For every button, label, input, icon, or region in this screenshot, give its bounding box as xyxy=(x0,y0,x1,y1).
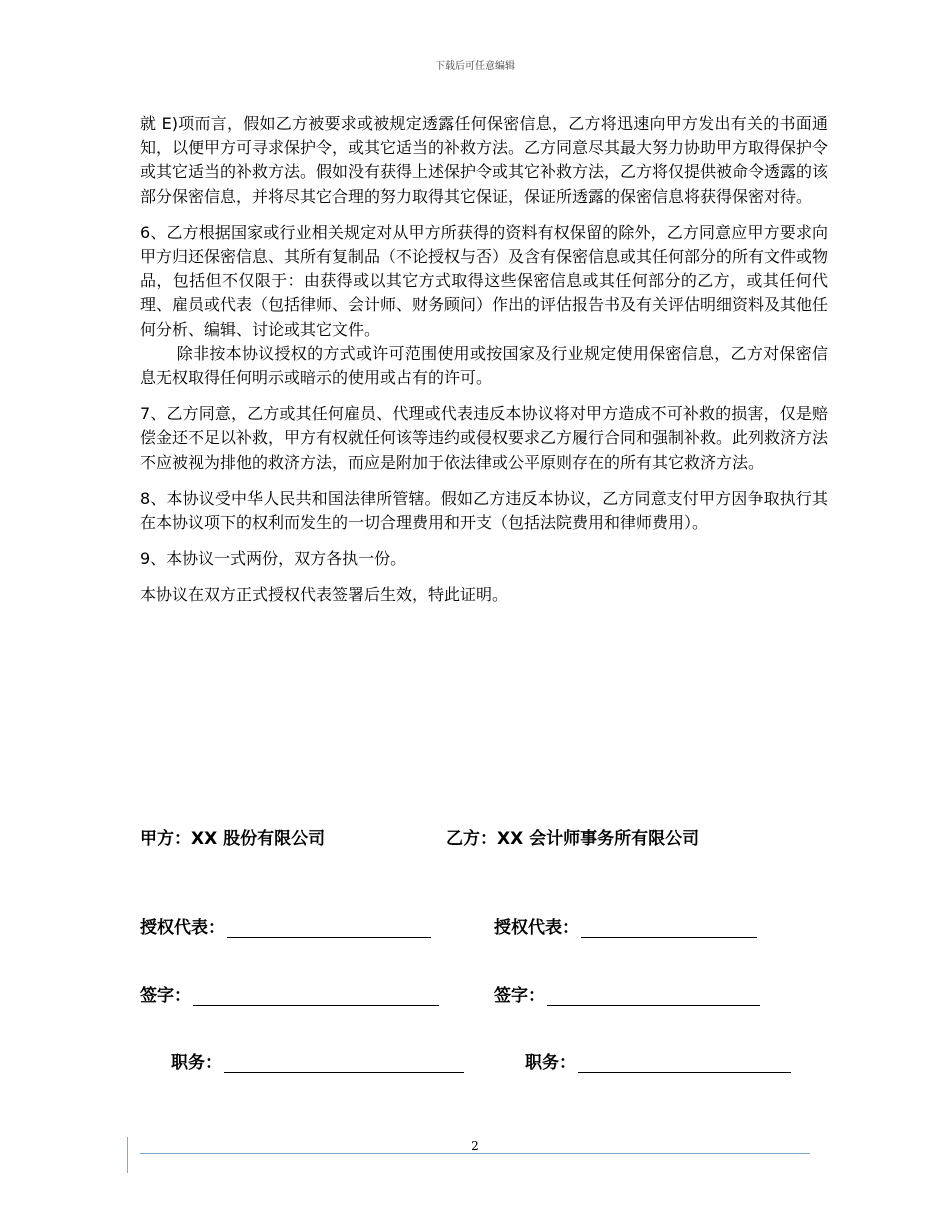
party-a-authorized-rep-line[interactable] xyxy=(227,919,431,938)
agreement-body xyxy=(140,112,828,620)
party-b-authorized-rep xyxy=(494,913,757,938)
paragraph-effective-clause: 本协议在双方正式授权代表签署后生效，特此证明。 xyxy=(140,585,509,605)
paragraph-clause-8: 8、本协议受中华人民共和国法律所管辖。假如乙方违反本协议，乙方同意支付甲方因争取执行其在本协议项下的权利而发生的一切合理费用和开支（包括法院费用和律师费用）。 xyxy=(140,488,828,533)
party-a-name: 甲方：XX 股份有限公司 xyxy=(140,829,326,849)
party-b-signature xyxy=(494,981,760,1006)
title-label: 职务： xyxy=(525,1053,576,1073)
signature-label: 签字： xyxy=(494,986,545,1006)
party-b-name: 乙方：XX 会计师事务所有限公司 xyxy=(446,829,700,849)
paragraph-clause-6-continued: 除非按本协议授权的方式或许可范围使用或按国家及行业规定使用保密信息，乙方对保密信息无权取得任何明示或暗示的使用或占有的许可。 xyxy=(140,343,828,388)
page-header: 下载后可任意编辑 xyxy=(435,61,515,72)
party-b-signature-line[interactable] xyxy=(547,987,760,1006)
authorized-rep-label: 授权代表： xyxy=(494,918,579,938)
party-a-authorized-rep xyxy=(140,913,431,938)
paragraph-clause-7: 7、乙方同意，乙方或其任何雇员、代理或代表违反本协议将对甲方造成不可补救的损害，仅是赔偿金还不足以补救，甲方有权就任何该等违约或侵权要求乙方履行合同和强制补救。此列救济方法不应被视为排他的救济方法，而应是附加于依法律或公平原则存在的所有其它救济方法。 xyxy=(140,404,829,472)
signature-label: 签字： xyxy=(140,986,191,1006)
paragraph-disclosure: 就 E)项而言，假如乙方被要求或被规定透露任何保密信息，乙方将迅速向甲方发出有关的书面通知，以便甲方可寻求保护令，或其它适当的补救方法。乙方同意尽其最大努力协助甲方取得保护令或其它适当的补救方法。假如没有获得上述保护令或其它补救方法，乙方将仅提供被命令透露的该部分保密信息，并将尽其它合理的努力取得其它保证，保证所透露的保密信息将获得保密对待。 xyxy=(140,114,829,206)
page-number: 2 xyxy=(471,1139,479,1153)
title-label: 职务： xyxy=(171,1053,222,1073)
party-b-title-line[interactable] xyxy=(578,1054,791,1073)
paragraph-clause-6: 6、乙方根据国家或行业相关规定对从甲方所获得的资料有权保留的除外，乙方同意应甲方要求向甲方归还保密信息、其所有复制品（不论授权与否）及含有保密信息或其任何部分的所有文件或物品，包括但不仅限于：由获得或以其它方式取得这些保密信息或其任何部分的乙方，或其任何代理、雇员或代表（包括律师、会计师、财务顾问）作出的评估报告书及有关评估明细资料及其他任何分析、编辑、讨论或其它文件。 xyxy=(140,222,829,339)
authorized-rep-label: 授权代表： xyxy=(140,918,225,938)
party-a-title xyxy=(171,1048,464,1073)
footer-divider xyxy=(140,1153,810,1154)
party-b-authorized-rep-line[interactable] xyxy=(581,919,757,938)
paragraph-clause-9: 9、本协议一式两份，双方各执一份。 xyxy=(140,549,407,569)
party-a-signature xyxy=(140,981,439,1006)
party-a-title-line[interactable] xyxy=(224,1054,464,1073)
party-b-title xyxy=(525,1048,791,1073)
party-a-signature-line[interactable] xyxy=(193,987,439,1006)
